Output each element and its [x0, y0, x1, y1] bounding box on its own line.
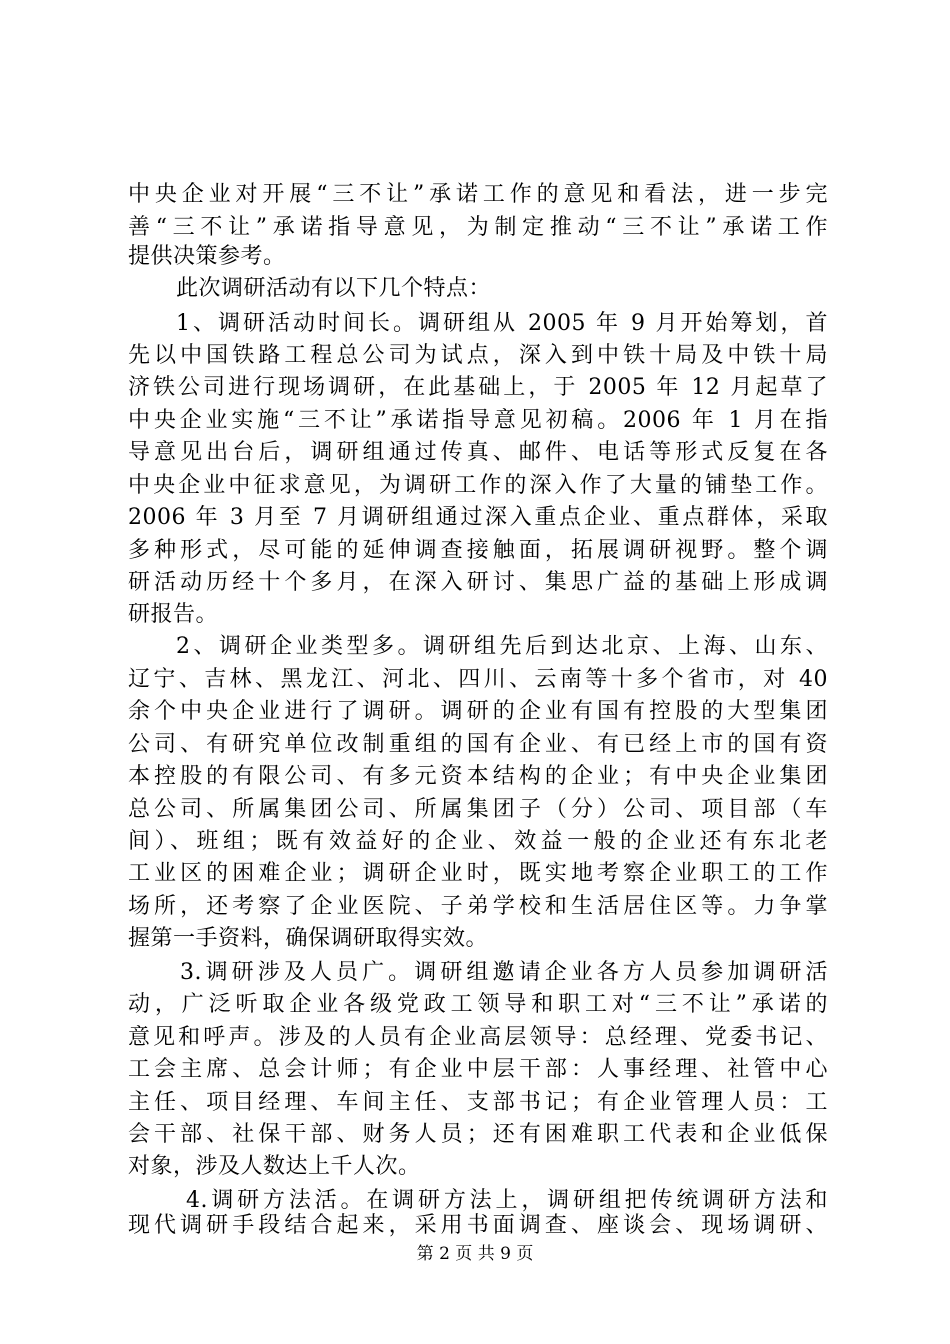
body-text-line: 场所，还考察了企业医院、子弟学校和生活居住区等。力争掌 — [128, 894, 828, 919]
body-text-line: 研报告。 — [128, 602, 219, 627]
body-text-line: 提供决策参考。 — [128, 244, 286, 269]
body-text-line: 主任、项目经理、车间主任、支部书记；有企业管理人员：工 — [128, 1090, 828, 1115]
body-text-line: 对象，涉及人数达上千人次。 — [128, 1154, 421, 1179]
body-text-line: 善“三不让”承诺指导意见，为制定推动“三不让”承诺工作 — [128, 215, 828, 240]
paragraph-1-line: 1、调研活动时间长。调研组从 2005 年 9 月开始筹划，首 — [176, 311, 828, 336]
body-text-line: 本控股的有限公司、有多元资本结构的企业；有中央企业集团 — [128, 764, 828, 789]
body-text-line: 工业区的困难企业；调研企业时，既实地考察企业职工的工作 — [128, 861, 828, 886]
body-text-line: 现代调研手段结合起来，采用书面调查、座谈会、现场调研、 — [128, 1213, 828, 1238]
body-text-line: 工会主席、总会计师；有企业中层干部：人事经理、社管中心 — [128, 1057, 828, 1082]
body-text-line: 济铁公司进行现场调研，在此基础上，于 2005 年 12 月起草了 — [128, 375, 828, 400]
body-text-line: 总公司、所属集团公司、所属集团子（分）公司、项目部（车 — [128, 797, 828, 822]
body-text-line: 多种形式，尽可能的延伸调查接触面，拓展调研视野。整个调 — [128, 538, 828, 563]
body-text-line: 中央企业实施“三不让”承诺指导意见初稿。2006 年 1 月在指 — [128, 408, 828, 433]
body-text-line: 导意见出台后，调研组通过传真、邮件、电话等形式反复在各 — [128, 440, 828, 465]
body-text-line: 中央企业中征求意见，为调研工作的深入作了大量的铺垫工作。 — [128, 473, 828, 498]
paragraph-3-line: 3.调研涉及人员广。调研组邀请企业各方人员参加调研活 — [180, 960, 828, 985]
body-text-line: 意见和呼声。涉及的人员有企业高层领导：总经理、党委书记、 — [128, 1025, 828, 1050]
body-text-line: 动，广泛听取企业各级党政工领导和职工对“三不让”承诺的 — [128, 992, 828, 1017]
body-text-line: 间）、班组；既有效益好的企业、效益一般的企业还有东北老 — [128, 829, 828, 854]
body-text-line: 2006 年 3 月至 7 月调研组通过深入重点企业、重点群体，采取 — [128, 505, 828, 530]
body-text-line: 中央企业对开展“三不让”承诺工作的意见和看法，进一步完 — [128, 182, 828, 207]
body-text-line: 公司、有研究单位改制重组的国有企业、有已经上市的国有资 — [128, 732, 828, 757]
body-text-line: 余个中央企业进行了调研。调研的企业有国有控股的大型集团 — [128, 699, 828, 724]
paragraph-4-line: 4.调研方法活。在调研方法上，调研组把传统调研方法和 — [186, 1188, 828, 1213]
body-text-line: 研活动历经十个多月，在深入研讨、集思广益的基础上形成调 — [128, 570, 828, 595]
body-text-line: 先以中国铁路工程总公司为试点，深入到中铁十局及中铁十局 — [128, 343, 828, 368]
body-text-line: 会干部、社保干部、财务人员；还有困难职工代表和企业低保 — [128, 1122, 828, 1147]
paragraph-2-line: 2、调研企业类型多。调研组先后到达北京、上海、山东、 — [176, 634, 828, 659]
body-text-line: 握第一手资料，确保调研取得实效。 — [128, 926, 489, 951]
page-number-footer: 第 2 页 共 9 页 — [416, 1244, 534, 1264]
body-text-line: 辽宁、吉林、黑龙江、河北、四川、云南等十多个省市，对 40 — [128, 667, 828, 692]
paragraph-intro-line: 此次调研活动有以下几个特点： — [176, 276, 492, 301]
